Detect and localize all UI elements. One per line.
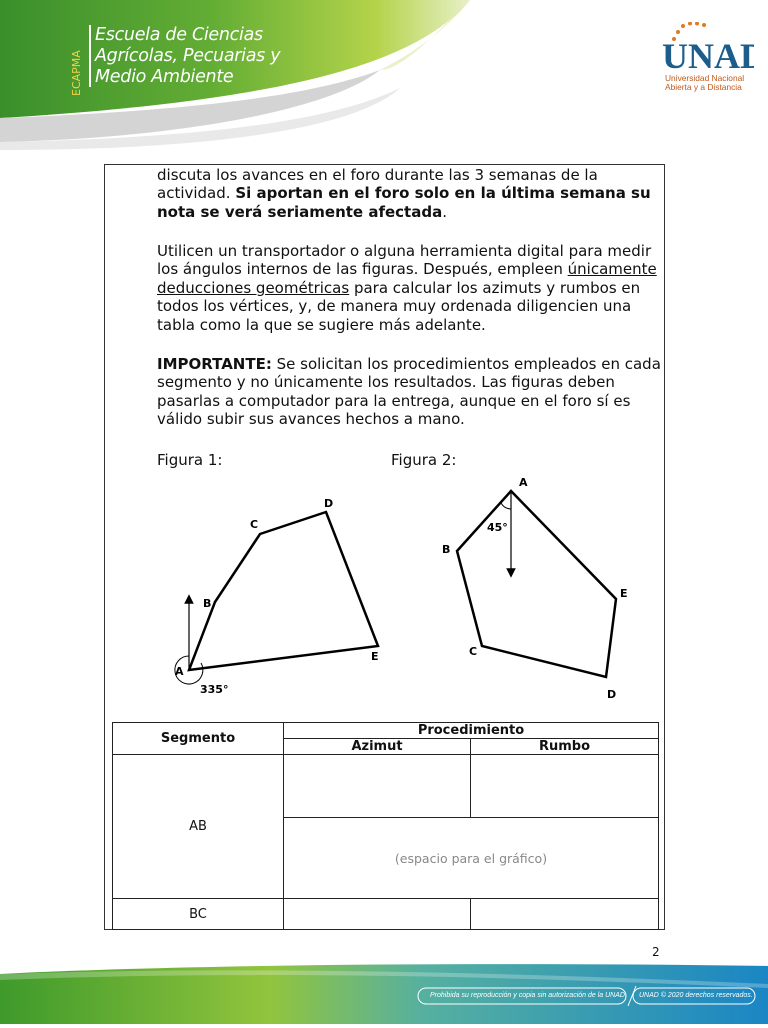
fig2-vertex-e: E xyxy=(620,587,628,600)
paragraph-instructions-underline: únicamente deducciones geométricas xyxy=(157,260,657,297)
figure-2 xyxy=(457,491,616,677)
paragraph-important-text: Se solicitan los procedimientos empleados en cada segmento y no únicamente los resultados. Las figuras deben pasarlas a computador para la entrega, aunque en el foro sí es válido subir sus avances hechos a mano. xyxy=(157,355,661,429)
segment-ab: AB xyxy=(113,755,284,899)
logo-subtitle-1: Universidad Nacional xyxy=(665,73,745,83)
figure-1-label: Figura 1: xyxy=(157,451,223,469)
fig2-angle-label: 45° xyxy=(487,521,508,534)
important-label: IMPORTANTE: xyxy=(157,355,272,373)
procedure-table xyxy=(112,722,659,930)
cell-ab-bearing[interactable] xyxy=(471,755,659,818)
page-footer xyxy=(0,962,768,1024)
figure-1 xyxy=(189,512,378,670)
school-name-line-2: Agrícolas, Pecuarias y xyxy=(95,46,281,66)
header-divider xyxy=(89,25,91,87)
logo-text: UNAD xyxy=(662,36,754,74)
footer-notice-left: Prohibida su reproducción y copia sin autorización de la UNAD. xyxy=(430,992,627,999)
fig2-vertex-a: A xyxy=(519,476,528,489)
graph-space-ab[interactable]: (espacio para el gráfico) xyxy=(284,818,659,899)
paragraph-forum-bold: Si aportan en el foro solo en la última semana su nota se verá seriamente afectada xyxy=(157,184,651,221)
ecapma-vertical-label xyxy=(62,28,86,98)
figure-2-label: Figura 2: xyxy=(391,451,457,469)
footer-notice-right: UNAD © 2020 derechos reservados. xyxy=(639,992,753,999)
fig2-vertex-c: C xyxy=(469,645,478,658)
header-azimuth: Azimut xyxy=(284,739,471,755)
cell-ab-azimuth[interactable] xyxy=(284,755,471,818)
figure-1-polygon xyxy=(189,512,378,670)
paragraph-instructions-end: para calcular los azimuts y rumbos en todos los vértices, y, de manera muy ordenada diligencien una tabla como la que se sugiere más adelante. xyxy=(157,278,641,334)
fig1-vertex-b: B xyxy=(203,597,212,610)
fig1-vertex-a: A xyxy=(175,665,184,678)
fig2-vertex-d: D xyxy=(607,688,617,701)
fig1-vertex-e: E xyxy=(371,650,379,663)
paragraph-instructions-start: Utilicen un transportador o alguna herramienta digital para medir los ángulos internos de las figuras. Después, empleen xyxy=(157,242,652,279)
segment-bc: BC xyxy=(113,899,284,930)
figure-2-angle-arc xyxy=(501,503,511,509)
cell-bc-azimuth[interactable] xyxy=(284,899,471,930)
ecapma-text: ECAPMA xyxy=(70,50,83,96)
figure-2-polygon xyxy=(457,491,616,677)
fig1-vertex-c: C xyxy=(250,518,259,531)
fig1-vertex-d: D xyxy=(324,497,334,510)
logo-subtitle-2: Abierta y a Distancia xyxy=(665,82,742,92)
header-segment: Segmento xyxy=(113,723,284,755)
fig2-vertex-b: B xyxy=(442,543,451,556)
paragraph-forum-text: discuta los avances en el foro durante las 3 semanas de la actividad. xyxy=(157,166,598,203)
page-header xyxy=(0,0,768,150)
cell-bc-bearing[interactable] xyxy=(471,899,659,930)
school-name-line-3: Medio Ambiente xyxy=(95,67,234,87)
paragraph-forum-end: . xyxy=(442,202,447,221)
content-box xyxy=(104,164,665,930)
header-procedure: Procedimiento xyxy=(284,723,659,739)
header-bearing: Rumbo xyxy=(471,739,659,755)
school-name-line-1: Escuela de Ciencias xyxy=(95,25,263,45)
page-number: 2 xyxy=(652,945,660,959)
fig1-angle-label: 335° xyxy=(200,683,229,696)
